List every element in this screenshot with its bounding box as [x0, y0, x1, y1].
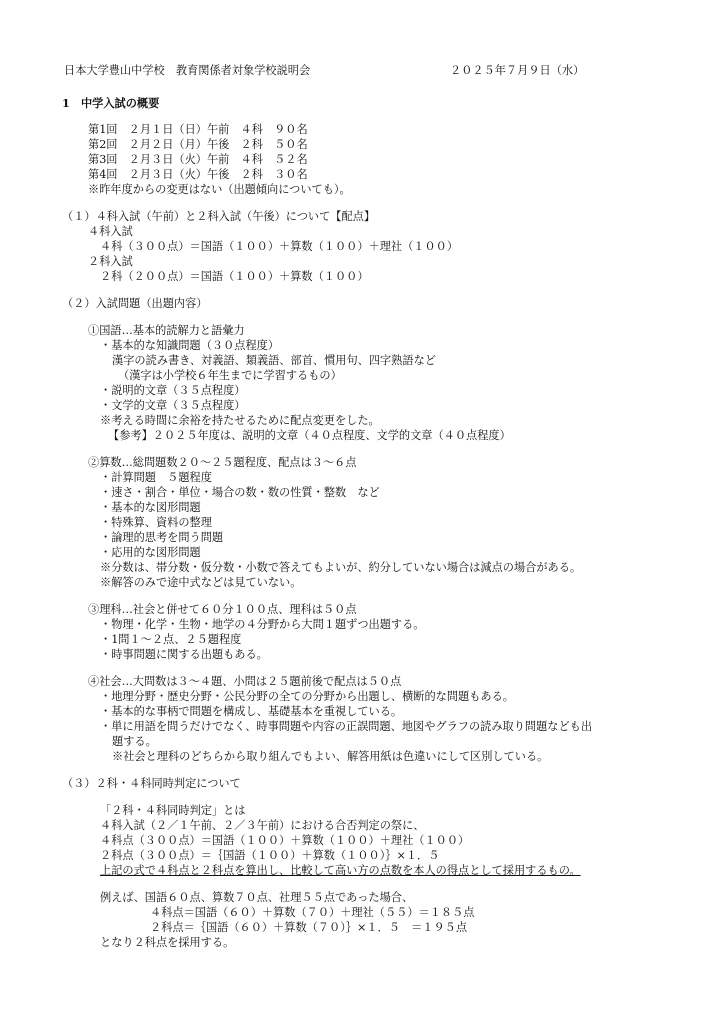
- text-line: 漢字の読み書き、対義語、類義語、部首、慣用句、四字熟語など: [112, 354, 436, 367]
- text-line: （１）４科入試（午前）と２科入試（午後）について【配点】: [62, 210, 376, 223]
- text-line: （漢字は小学校６年生までに学習するもの）: [118, 369, 342, 382]
- text-line: ２科入試: [88, 255, 133, 268]
- text-line: ※解答のみで途中式などは見ていない。: [100, 576, 302, 589]
- text-line: ・時事問題に関する出題もある。: [100, 648, 268, 661]
- text-line: 上記の式で４科点と２科点を算出し、比較して高い方の点数を本人の得点として採用するもの。: [100, 864, 581, 877]
- text-line: ・地理分野・歴史分野・公民分野の全ての分野から出題し、横断的な問題もある。: [100, 690, 514, 703]
- text-line: 【参考】２０２５年度は、説明的文章（４０点程度、文学的文章（４０点程度）: [108, 429, 511, 442]
- text-line: ・特殊算、資料の整理: [100, 516, 212, 529]
- text-line: 1 中学入試の概要: [62, 96, 160, 110]
- text-line: ４科点（３００点）＝国語（１００）＋算数（１００）＋理社（１００）: [100, 834, 470, 847]
- text-line: 第2回 ２月２日（月）午後 ２科 ５０名: [88, 138, 308, 151]
- text-line: ・応用的な図形問題: [100, 546, 201, 559]
- text-line: ・基本的な図形問題: [100, 501, 201, 514]
- text-line: ※昨年度からの変更はない（出題傾向についても）。: [88, 183, 351, 196]
- text-line: ・物理・化学・生物・地学の４分野から大問１題ずつ出題する。: [100, 618, 425, 631]
- text-line: 例えば、国語６０点、算数７０点、社理５５点であった場合、: [100, 891, 414, 904]
- text-line: 「２科・４科同時判定」とは: [100, 804, 246, 817]
- text-line: ③理科…社会と併せて６０分１００点、理科は５０点: [88, 603, 357, 616]
- document-header-title: 日本大学豊山中学校 教育関係者対象学校説明会: [64, 64, 311, 77]
- text-line: （３）２科・４科同時判定について: [62, 777, 241, 790]
- text-line: ４科入試（２／１午前、２／３午前）における合否判定の祭に、: [100, 819, 425, 832]
- document-header-date: ２０２５年７月９日（水）: [450, 64, 585, 77]
- text-line: ※考える時間に余裕を持たせるために配点変更をした。: [100, 414, 380, 427]
- text-line: 第1回 ２月１日（日）午前 ４科 ９０名: [88, 123, 308, 136]
- text-line: ４科入試: [88, 225, 133, 238]
- text-line: 第4回 ２月３日（火）午後 ２科 ３０名: [88, 168, 308, 181]
- text-line: ・単に用語を問うだけでなく、時事問題や内容の正誤問題、地図やグラフの読み取り問題なども出: [100, 720, 593, 733]
- text-line: ・1問１～２点、２５題程度: [100, 633, 242, 646]
- text-line: ２科点＝｛国語（６０）＋算数（７０）｝×１．５ ＝１９５点: [150, 921, 468, 934]
- text-line: 題する。: [112, 735, 157, 748]
- text-line: ④社会…大問数は３～４題、小問は２５題前後で配点は５０点: [88, 675, 402, 688]
- text-line: ２科点（３００点）＝｛国語（１００）＋算数（１００）｝×１．５: [100, 849, 440, 862]
- text-line: ・基本的な事柄で問題を構成し、基礎基本を重視している。: [100, 705, 403, 718]
- text-line: となり２科点を採用する。: [100, 936, 235, 949]
- text-line: ・説明的文章（３５点程度）: [100, 384, 246, 397]
- text-line: 第3回 ２月３日（火）午前 ４科 ５２名: [88, 153, 308, 166]
- text-line: ※分数は、帯分数・仮分数・小数で答えてもよいが、約分していない場合は減点の場合がある。: [100, 561, 582, 574]
- text-line: ・速さ・割合・単位・場合の数・数の性質・整数 など: [100, 486, 380, 499]
- text-line: ・論理的思考を問う問題: [100, 531, 224, 544]
- text-line: ①国語…基本的読解力と語彙力: [88, 324, 245, 337]
- text-line: ・文学的文章（３５点程度）: [100, 399, 246, 412]
- text-line: ・基本的な知識問題（３０点程度）: [100, 339, 280, 352]
- text-line: ４科（３００点）＝国語（１００）＋算数（１００）＋理社（１００）: [100, 240, 459, 253]
- text-line: ※社会と理科のどちらから取り組んでもよい、解答用紙は色違いにして区別している。: [112, 750, 549, 763]
- text-line: ・計算問題 ５題程度: [100, 471, 212, 484]
- text-line: （２）入試問題（出題内容）: [62, 297, 208, 310]
- text-line: ２科（２００点）＝国語（１００）＋算数（１００）: [100, 270, 369, 283]
- text-line: ４科点＝国語（６０）＋算数（７０）＋理社（５５）＝１８５点: [150, 906, 475, 919]
- text-line: ②算数…総問題数２０～２５題程度、配点は３～６点: [88, 456, 357, 469]
